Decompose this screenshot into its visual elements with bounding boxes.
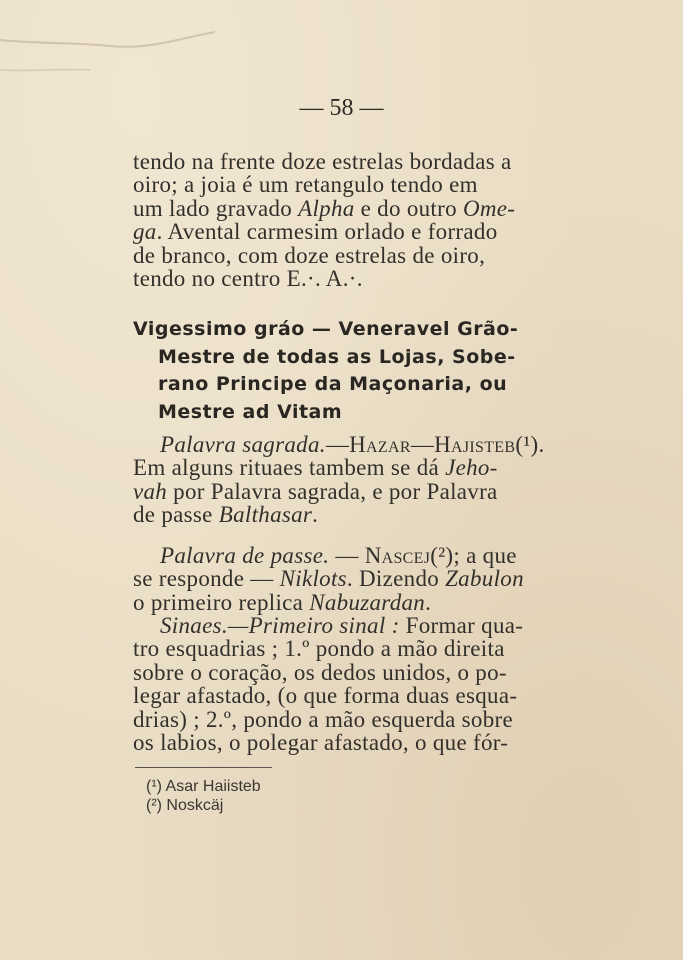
heading-line: Vigessimo gráo — Veneravel Grão- — [133, 318, 519, 340]
text-line: drias) ; 2.º, pondo a mão esquerda sobre — [133, 706, 513, 732]
text-line: Formar qua- — [399, 613, 524, 638]
dash: — — [410, 432, 435, 457]
italic-word-omega-end: ga — [133, 219, 157, 245]
page-number: — 58 — — [299, 95, 384, 121]
label-sacred-word: Palavra sagrada. — [160, 432, 326, 457]
italic-word-nabuzardan: Nabuzardan — [309, 589, 426, 615]
footnote-ref-1: (¹). — [515, 432, 545, 457]
dash: — — [329, 543, 365, 568]
text-line: se responde — — [133, 566, 280, 592]
footnotes — [146, 777, 261, 815]
italic-word-jehovah: Jeho- — [445, 455, 498, 481]
italic-word-alpha: Alpha — [298, 195, 355, 221]
footnote-ref-2: (²); a que — [430, 543, 517, 568]
text-line: o primeiro replica — [133, 589, 310, 615]
text-line: um lado gravado — [133, 195, 299, 221]
italic-word-omega: Ome- — [462, 195, 516, 221]
text-line: tendo na frente doze estrelas bordadas a — [133, 149, 512, 174]
word-hazar: Hazar — [349, 432, 411, 457]
paragraph-apron-description — [133, 150, 611, 290]
word-nascej: Nascej — [364, 543, 431, 568]
text-line: . Dizendo — [346, 566, 446, 592]
text-line: por Palavra sagrada, e por Palavra — [167, 478, 498, 504]
footnote-divider — [135, 767, 272, 768]
text-line: de passe — [133, 502, 219, 528]
italic-word-jehovah-end: vah — [133, 478, 168, 504]
text-line: . Avental carmesim orlado e forrado — [156, 219, 498, 245]
paper-stain-decoration — [0, 30, 220, 90]
dash: — — [325, 432, 350, 457]
label-signs: Sinaes.—Primeiro sinal : — [160, 613, 400, 638]
text-line: os labios, o polegar afastado, o que fór- — [133, 730, 509, 756]
footnote-2: (²) Noskcäj — [146, 797, 224, 814]
text-line: tro esquadrias ; 1.º pondo a mão direita — [133, 636, 505, 662]
text-line: . — [425, 589, 432, 615]
text-line: de branco, com doze estrelas de oiro, — [133, 242, 486, 268]
degree-heading — [133, 316, 611, 426]
italic-word-zabulon: Zabulon — [445, 566, 524, 592]
heading-line: Mestre de todas as Lojas, Sobe- — [158, 345, 516, 368]
heading-line: Mestre ad Vitam — [158, 400, 343, 423]
paragraph-pass-word — [133, 544, 611, 614]
text-line: tendo no centro E.·. A.·. — [133, 266, 363, 292]
text-line: . — [312, 502, 319, 528]
text-line: e do outro — [354, 195, 463, 221]
paragraph-signs — [133, 614, 611, 754]
word-hajisteb: Hajisteb — [434, 432, 516, 457]
text-line: oiro; a joia é um retangulo tendo em — [133, 172, 478, 198]
heading-line: rano Principe da Maçonaria, ou — [158, 373, 508, 395]
footnote-1: (¹) Asar Haiisteb — [146, 778, 261, 795]
text-line: Em alguns rituaes tambem se dá — [133, 455, 446, 481]
label-pass-word: Palavra de passe. — [160, 543, 330, 568]
italic-word-niklots: Niklots — [279, 566, 347, 592]
text-line: sobre o coração, os dedos unidos, o po- — [133, 659, 507, 685]
text-line: legar afastado, (o que forma duas esqua- — [133, 683, 518, 709]
italic-word-balthasar: Balthasar — [218, 502, 313, 528]
paragraph-sacred-word — [133, 433, 611, 527]
